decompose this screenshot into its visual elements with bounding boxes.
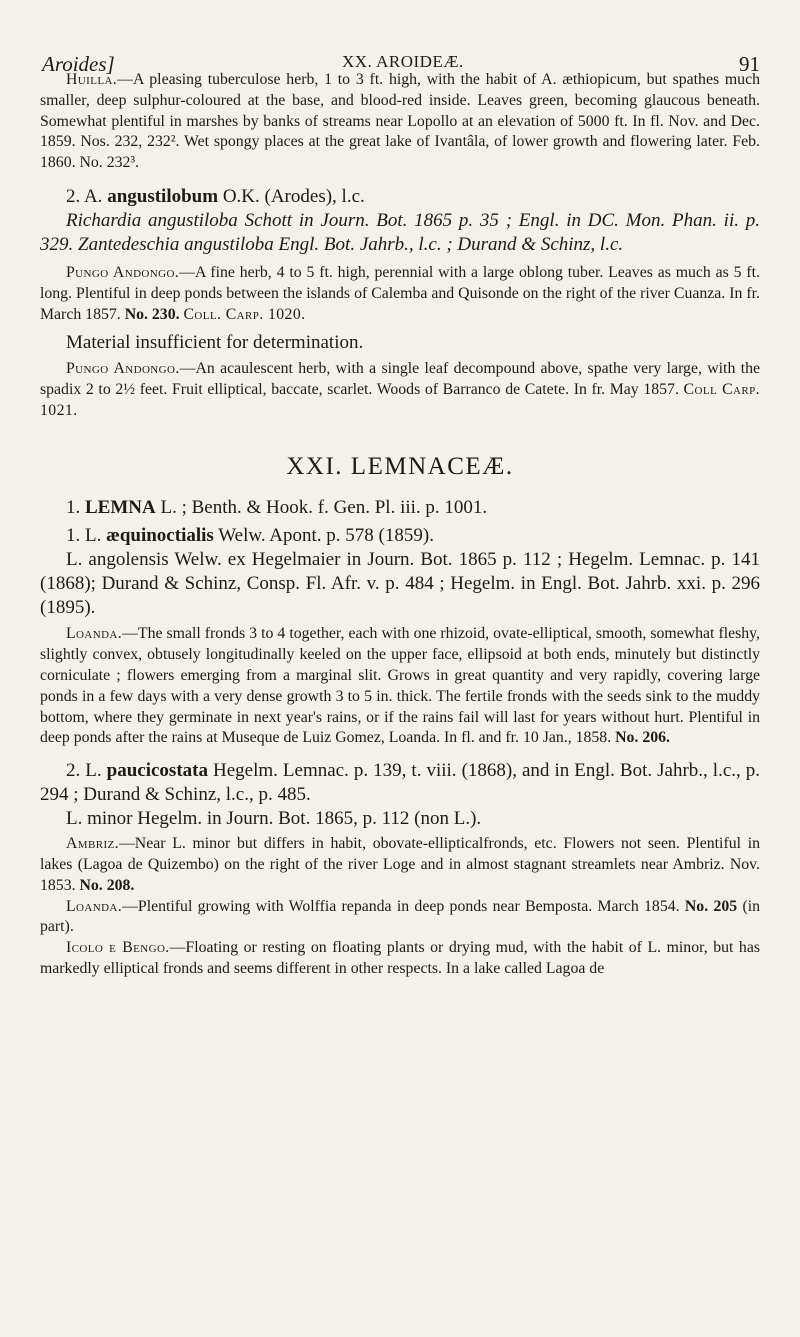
- insufficient-note: Material insufficient for determination.: [66, 332, 364, 354]
- species-number: 2. A.: [66, 185, 103, 207]
- running-header: [40, 26, 760, 76]
- locality-ambriz: Ambriz.: [66, 835, 119, 853]
- loanda-paragraph-2: [40, 897, 760, 939]
- genus-authority: L. ; Benth. & Hook. f. Gen. Pl. iii. p. 1001.: [160, 497, 488, 519]
- species-number: 2. L.: [66, 760, 102, 782]
- species-name: paucicostata: [106, 760, 208, 782]
- pungo-text-2: —An acaulescent herb, with a single leaf decompound above, spathe very large, with the spadix 2 to 2½ feet. Fruit elliptical, baccate, scarlet. Woods of Barranco de Catete. In fr. May 1857.: [40, 360, 761, 399]
- species-synonyms-2: Richardia angustiloba Schott in Journ. Bot. 1865 p. 35 ; Engl. in DC. Mon. Phan. ii. p. 329. Zantedeschia angustiloba Engl. Bot. Jahrb., l.c. ; Durand & Schinz, l.c.: [40, 209, 760, 255]
- locality-loanda-2: Loanda.: [66, 897, 123, 915]
- pungo-paragraph-1: [40, 263, 760, 325]
- species-name: æquinoctialis: [106, 525, 214, 547]
- pungo-paragraph-2: [40, 359, 760, 421]
- locality-pungo-2: Pungo Andongo.: [66, 360, 180, 378]
- page-number: 91: [739, 52, 760, 76]
- species-synonyms-lemna-2: L. minor Hegelm. in Journ. Bot. 1865, p. 112 (non L.).: [66, 808, 482, 830]
- ambriz-text: —Near L. minor but differs in habit, obovate-ellipticalfronds, etc. Flowers not seen. Plentiful in lakes (Lagoa de Quizembo) on the right of the river Loge and in almost stagnant streamlets near Ambriz. Nov. 1853.: [40, 835, 760, 894]
- icolo-text: —Floating or resting on floating plants or drying mud, with the habit of L. minor, but has markedly elliptical fronds and seems different in other respects. In a lake called Lagoa de: [40, 939, 760, 977]
- header-family: XX. AROIDEÆ.: [342, 52, 464, 71]
- species-authority: Hegelm. Lemnac. p. 139, t. viii. (1868), and in Engl. Bot. Jahrb., l.c., p. 294 ; Durand & Schinz, l.c., p. 485.: [40, 760, 761, 806]
- species-heading-lemna-2: [40, 759, 760, 807]
- species-name: angustilobum: [107, 185, 219, 207]
- locality-icolo: Icolo e Bengo.: [66, 939, 170, 957]
- loanda-paragraph-1: [40, 624, 760, 749]
- chapter-title: XXI. LEMNACEÆ.: [286, 452, 514, 480]
- huilla-paragraph: [40, 70, 760, 174]
- species-authority: O.K. (Arodes), l.c.: [222, 185, 365, 207]
- locality-loanda-1: Loanda.: [66, 625, 123, 643]
- species-number: 1. L.: [66, 525, 102, 547]
- species-synonyms-lemna-1: L. angolensis Welw. ex Hegelmaier in Journ. Bot. 1865 p. 112 ; Hegelm. Lemnac. p. 141 (1868); Durand & Schinz, Consp. Fl. Afr. v. p. 484 ; Hegelm. in Engl. Bot. Jahrb. xxi. p. 296 (1895).: [40, 549, 760, 619]
- genus-name: LEMNA: [85, 497, 156, 519]
- specimen-number: No. 206.: [615, 729, 670, 747]
- icolo-paragraph: [40, 938, 760, 980]
- locality-pungo-1: Pungo Andongo.: [66, 263, 180, 281]
- coll-carp: Coll. Carp. 1020.: [183, 305, 306, 323]
- ambriz-paragraph: [40, 834, 760, 896]
- header-section: Aroides]: [42, 52, 115, 76]
- loanda-text-2: —Plentiful growing with Wolffia repanda in deep ponds near Bemposta. March 1854.: [122, 897, 680, 915]
- pungo-text-1: —A fine herb, 4 to 5 ft. high, perennial with a large oblong tuber. Leaves as much as 5 ft. long. Plentiful in deep ponds between the islands of Calemba and Quisonde on the right of the river Cuanza. In fr. March 1857.: [40, 263, 760, 323]
- huilla-text: —A pleasing tuberculose herb, 1 to 3 ft. high, with the habit of A. æthiopicum, but spathes much smaller, deep sulphur-coloured at the base, and blood-red inside. Leaves green, becoming glaucous beneath. Somewhat plentiful in marshes by banks of streams near Lopollo at an elevation of 5000 ft. In fl. Nov. and Dec. 1859. Nos. 232, 232². Wet spongy places at the great lake of Ivantâla, of lower growth and flowering later. Feb. 1860. No. 232³.: [40, 71, 760, 172]
- genus-number: 1.: [66, 497, 81, 519]
- specimen-number: No. 230.: [124, 305, 180, 323]
- coll-carp-2: Coll Carp. 1021.: [40, 381, 760, 419]
- loanda-text-1: —The small fronds 3 to 4 together, each with one rhizoid, ovate-elliptical, smooth, somewhat fleshy, slightly convex, obtusely longitudinally keeled on the upper face, ellipsoid at both ends, minutely but distinctly corniculate ; flowers emerging from a marginal slit. Grows in great quantity and very rapidly, covering large ponds in a few days with a very dense growth 3 to 5 in. thick. The fertile fronds with the seeds sink to the muddy bottom, where they germinate in next year's rains, or if the rains fail will last for years without hurt. Plentiful in deep ponds after the rains at Museque de Luiz Gomez, Loanda. In fl. and fr. 10 Jan., 1858.: [40, 625, 760, 747]
- specimen-number: No. 205: [684, 897, 738, 915]
- species-heading-lemna-1: [40, 524, 760, 548]
- locality-huilla: Huilla.: [66, 71, 118, 88]
- specimen-number: No. 208.: [79, 876, 135, 894]
- species-heading-2: [40, 185, 760, 209]
- species-authority: Welw. Apont. p. 578 (1859).: [218, 525, 434, 547]
- genus-heading: [40, 496, 760, 520]
- specimen-suffix: (in part).: [40, 897, 761, 936]
